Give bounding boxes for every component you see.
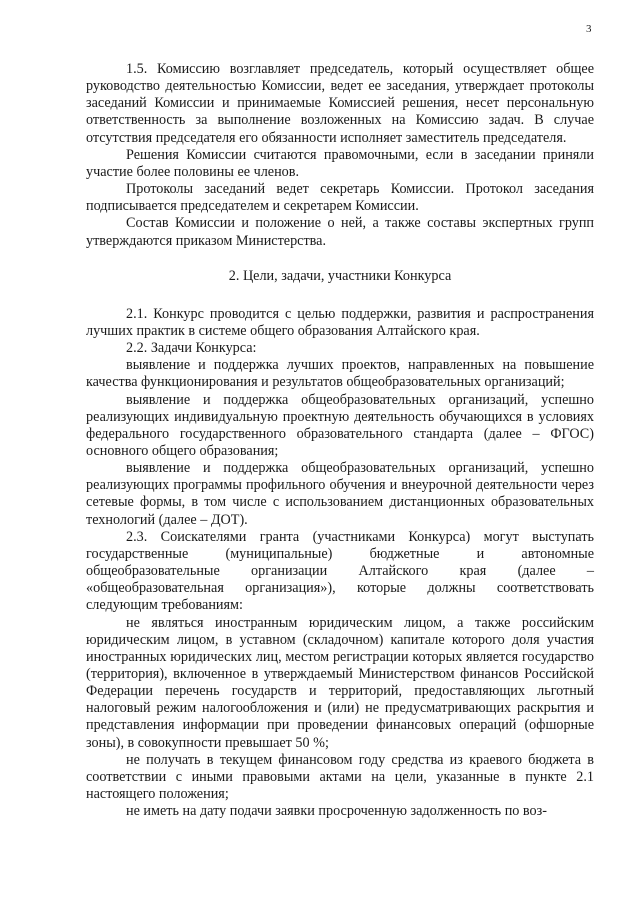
document-body <box>86 61 594 820</box>
list-item: не иметь на дату подачи заявки просроченную задолженность по воз- <box>126 803 547 820</box>
paragraph-1-5: 1.5. Комиссию возглавляет председатель, который осуществляет общее руководство деятельностью Комиссии, ведет ее заседания, утверждает протоколы заседаний Комиссии и принимаемые Комиссией решения, несет персональную ответственность за выполнение возложенных на Комиссию задач. В случае отсутствия председателя его обязанности исполняет заместитель председателя. <box>86 61 594 146</box>
paragraph-2-2: 2.2. Задачи Конкурса: <box>126 340 257 357</box>
list-item: выявление и поддержка лучших проектов, направленных на повышение качества функционирования и результатов общеобразовательных организаций; <box>86 357 594 391</box>
list-item: выявление и поддержка общеобразовательных организаций, успешно реализующих индивидуальную проектную деятельность обучающихся в условиях федерального государственного образовательного стандарта (далее – ФГОС) основного общего образования; <box>86 391 594 459</box>
page-number: 3 <box>586 23 592 35</box>
paragraph-2-3: 2.3. Соискателями гранта (участниками Конкурса) могут выступать государственные (муниципальные) бюджетные и автономные общеобразовательные организации Алтайского края (далее – «общеобразовательная организация»), которые должны соответствовать следующим требованиям: <box>86 528 594 614</box>
paragraph-2-1: 2.1. Конкурс проводится с целью поддержки, развития и распространения лучших практик в системе общего образования Алтайского края. <box>86 305 594 339</box>
list-item: не являться иностранным юридическим лицом, а также российским юридическим лицом, в уставном (складочном) капитале которого доля участия иностранных юридических лиц, местом регистрации которых является государство (территория), включенное в утверждаемый Министерством финансов Российской Федерации перечень государств и территорий, предоставляющих льготный налоговый режим налогообложения и (или) не предусматривающих раскрытия и представления информации при проведении финансовых операций (офшорные зоны), в совокупности превышает 50 %; <box>86 614 594 751</box>
list-item: не получать в текущем финансовом году средства из краевого бюджета в соответствии с иными правовыми актами на цели, указанные в пункте 2.1 настоящего положения; <box>86 751 594 803</box>
paragraph-decisions: Решения Комиссии считаются правомочными, если в заседании приняли участие более половины ее членов. <box>86 146 594 180</box>
paragraph-protocols: Протоколы заседаний ведет секретарь Комиссии. Протокол заседания подписывается председателем и секретарем Комиссии. <box>86 181 594 215</box>
paragraph-composition: Состав Комиссии и положение о ней, а также составы экспертных групп утверждаются приказом Министерства. <box>86 215 594 249</box>
list-item: выявление и поддержка общеобразовательных организаций, успешно реализующих программы профильного обучения и внеурочной деятельности через сетевые формы, в том числе с использованием дистанционных образовательных технологий (далее – ДОТ). <box>86 460 594 528</box>
section-heading: 2. Цели, задачи, участники Конкурса <box>228 267 452 284</box>
